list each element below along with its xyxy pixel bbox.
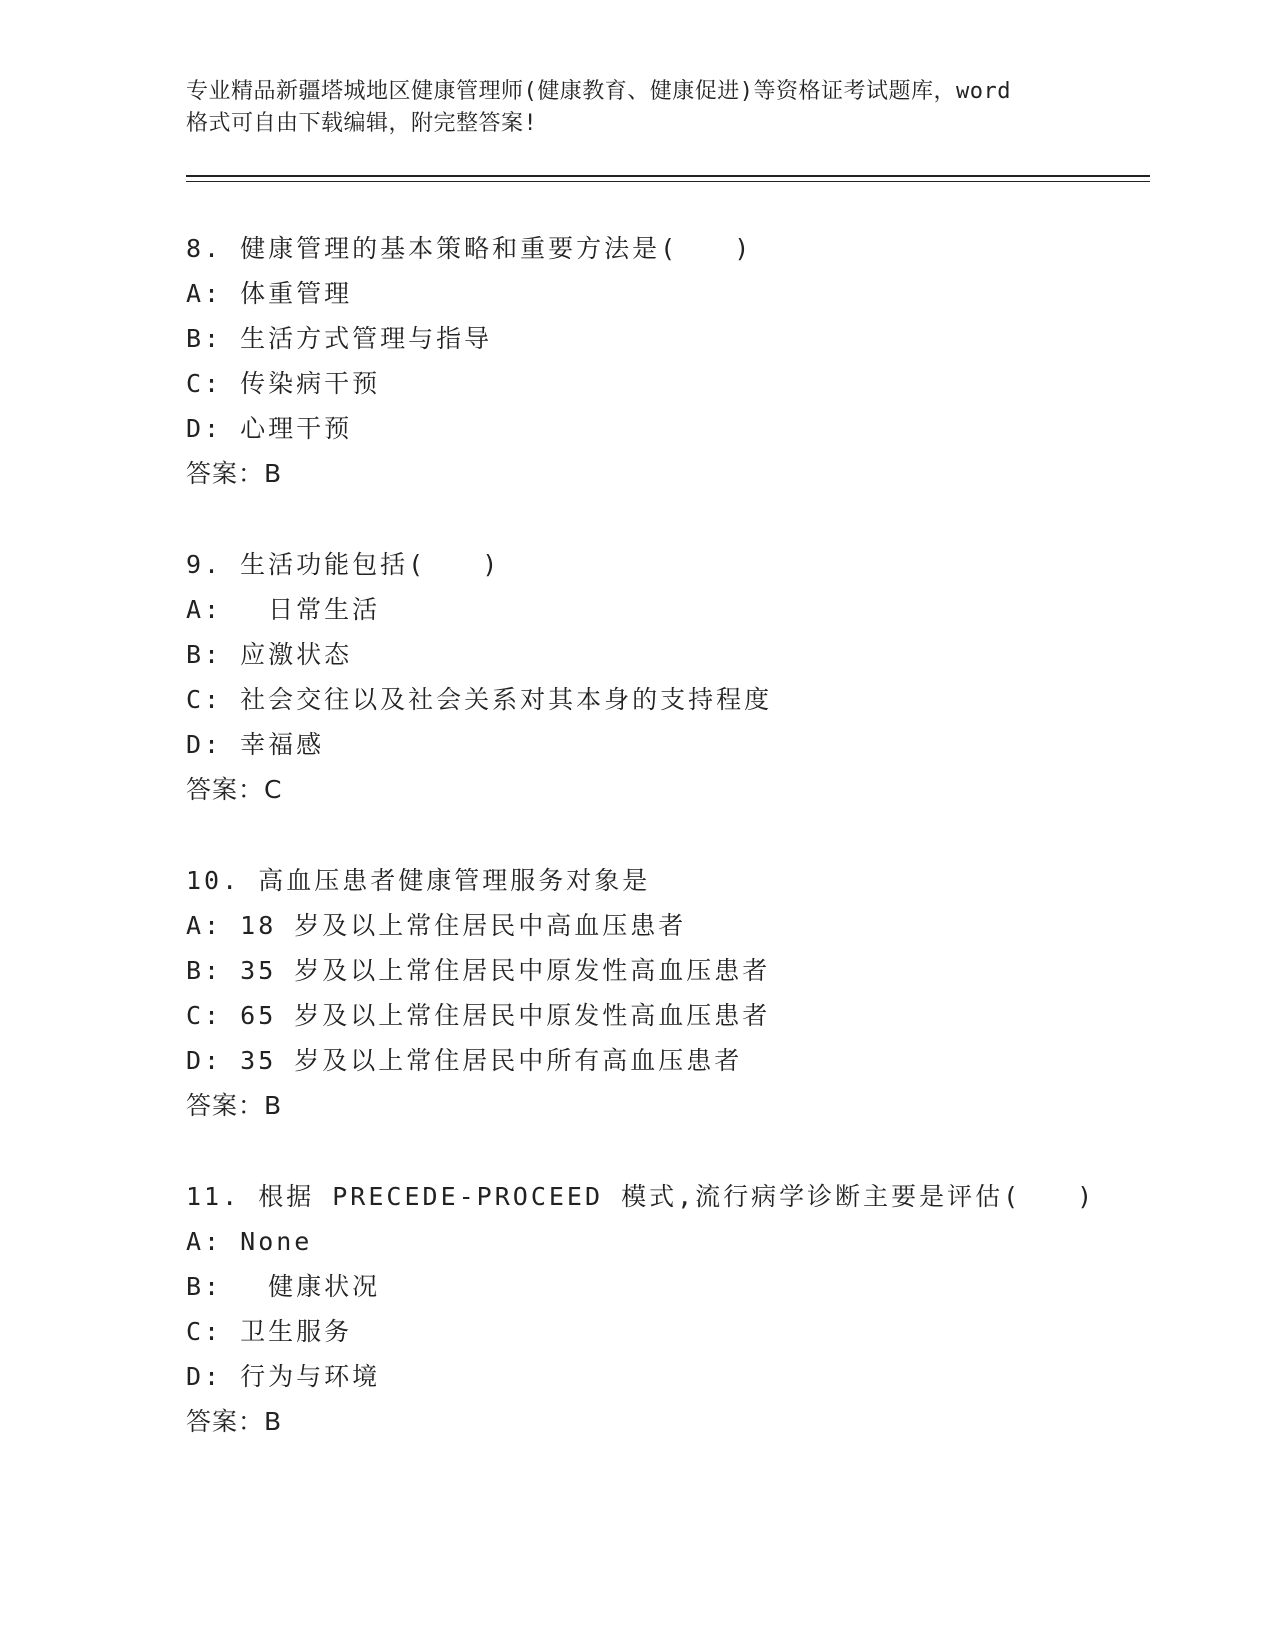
option-d: D: 35 岁及以上常住居民中所有高血压患者 xyxy=(186,1046,743,1075)
option-c: C: 社会交往以及社会关系对其本身的支持程度 xyxy=(186,685,773,714)
question-8 xyxy=(186,226,1116,496)
question-11 xyxy=(186,1174,1116,1444)
option-b: B: 健康状况 xyxy=(186,1272,381,1301)
option-c: C: 卫生服务 xyxy=(186,1317,353,1346)
option-d: D: 心理干预 xyxy=(186,414,353,443)
option-a: A: 体重管理 xyxy=(186,279,353,308)
option-b: B: 生活方式管理与指导 xyxy=(186,324,493,353)
option-a: A: 18 岁及以上常住居民中高血压患者 xyxy=(186,911,687,940)
header-divider-thick xyxy=(186,175,1150,177)
header-line-2: 格式可自由下载编辑，附完整答案! xyxy=(186,111,538,136)
question-stem: 8. 健康管理的基本策略和重要方法是( ) xyxy=(186,234,753,263)
question-stem: 11. 根据 PRECEDE-PROCEED 模式,流行病学诊断主要是评估( ) xyxy=(186,1182,1096,1211)
option-c: C: 传染病干预 xyxy=(186,369,381,398)
option-d: D: 幸福感 xyxy=(186,730,325,759)
option-b: B: 35 岁及以上常住居民中原发性高血压患者 xyxy=(186,956,771,985)
answer-key: 答案：C xyxy=(186,775,283,804)
question-stem: 10. 高血压患者健康管理服务对象是 xyxy=(186,866,651,895)
option-c: C: 65 岁及以上常住居民中原发性高血压患者 xyxy=(186,1001,771,1030)
option-a: A: 日常生活 xyxy=(186,595,381,624)
option-a: A: None xyxy=(186,1227,313,1256)
question-10 xyxy=(186,858,1116,1128)
question-9 xyxy=(186,542,1116,812)
question-stem: 9. 生活功能包括( ) xyxy=(186,550,501,579)
option-d: D: 行为与环境 xyxy=(186,1362,381,1391)
answer-key: 答案：B xyxy=(186,1091,283,1120)
answer-key: 答案：B xyxy=(186,1407,283,1436)
document-header xyxy=(186,76,1116,140)
answer-key: 答案：B xyxy=(186,459,283,488)
header-divider-thin xyxy=(186,181,1150,182)
header-line-1: 专业精品新疆塔城地区健康管理师(健康教育、健康促进)等资格证考试题库，word xyxy=(186,79,1011,104)
option-b: B: 应激状态 xyxy=(186,640,353,669)
